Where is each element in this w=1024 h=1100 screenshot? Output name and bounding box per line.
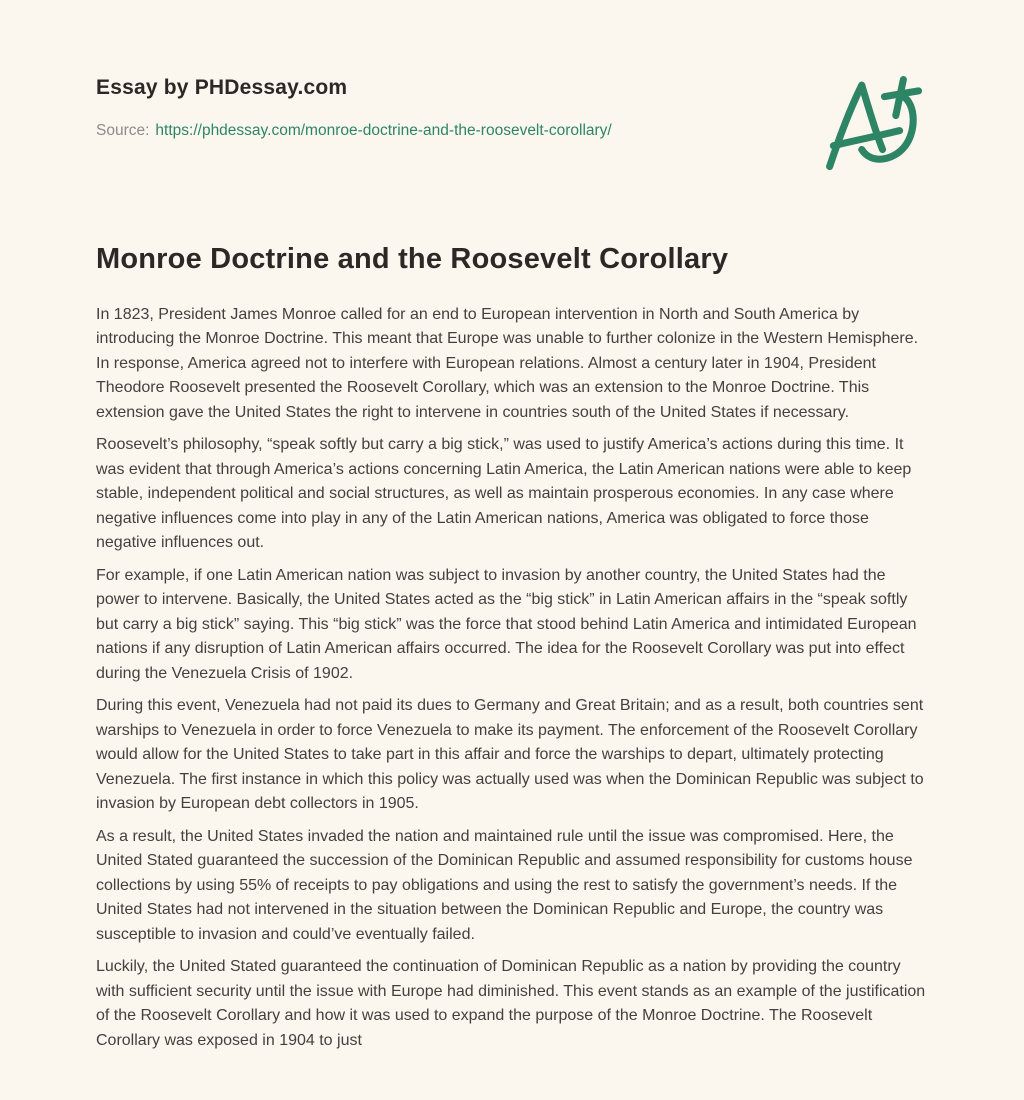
site-title: Essay by PHDessay.com [96,76,348,99]
article-body [96,303,928,1054]
article-paragraph: Luckily, the United Stated guaranteed the continuation of Dominican Republic as a nation by providing the country with sufficient security until the issue with Europe had diminished. This event stands as an example of the justification of the Roosevelt Corollary and how it was used to expand the purpose of the Monroe Doctrine. The Roosevelt Corollary was exposed in 1904 to just [96,958,926,1049]
source-url-link[interactable]: https://phdessay.com/monroe-doctrine-and-the-roosevelt-corollary/ [155,122,612,139]
page-header [96,76,928,140]
source-line [96,122,928,140]
article-paragraph: During this event, Venezuela had not paid its dues to Germany and Great Britain; and as a result, both countries sent warships to Venezuela in order to force Venezuela to make its payment. The enforcement of the Roosevelt Corollary would allow for the United States to take part in this affair and force the warships to depart, ultimately protecting Venezuela. The first instance in which this policy was actually used was when the Dominican Republic was subject to invasion by European debt collectors in 1905. [96,697,924,813]
article-title: Monroe Doctrine and the Roosevelt Corollary [96,243,729,275]
phdessay-logo [816,72,934,176]
article-paragraph: For example, if one Latin American nation was subject to invasion by another country, the United States had the power to intervene. Basically, the United States acted as the “big stick” in Latin American affairs in the “speak softly but carry a big stick” saying. This “big stick” was the force that stood behind Latin America and intimidated European nations if any disruption of Latin American affairs occurred. The idea for the Roosevelt Corollary was put into effect during the Venezuela Crisis of 1902. [96,566,917,682]
article-paragraph: Roosevelt’s philosophy, “speak softly but carry a big stick,” was used to justify America’s actions during this time. It was evident that through America’s actions concerning Latin America, the Latin American nations were able to keep stable, independent political and social structures, as well as maintain prosperous economies. In any case where negative influences come into play in any of the Latin American nations, America was obligated to force those negative influences out. [96,436,912,552]
article-paragraph: As a result, the United States invaded the nation and maintained rule until the issue was compromised. Here, the United Stated guaranteed the succession of the Dominican Republic and assumed responsibility for customs house collections by using 55% of receipts to pay obligations and using the rest to satisfy the government’s needs. If the United States had not intervened in the situation between the Dominican Republic and Europe, the country was susceptible to invasion and could’ve eventually failed. [96,827,913,943]
a-plus-logo-icon [816,72,934,176]
source-label: Source: [96,122,150,139]
article-paragraph: In 1823, President James Monroe called for an end to European intervention in North and South America by introducing the Monroe Doctrine. This meant that Europe was unable to further colonize in the Western Hemisphere. In response, America agreed not to interfere with European relations. Almost a century later in 1904, President Theodore Roosevelt presented the Roosevelt Corollary, which was an extension to the Monroe Doctrine. This extension gave the United States the right to intervene in countries south of the United States if necessary. [96,305,919,421]
